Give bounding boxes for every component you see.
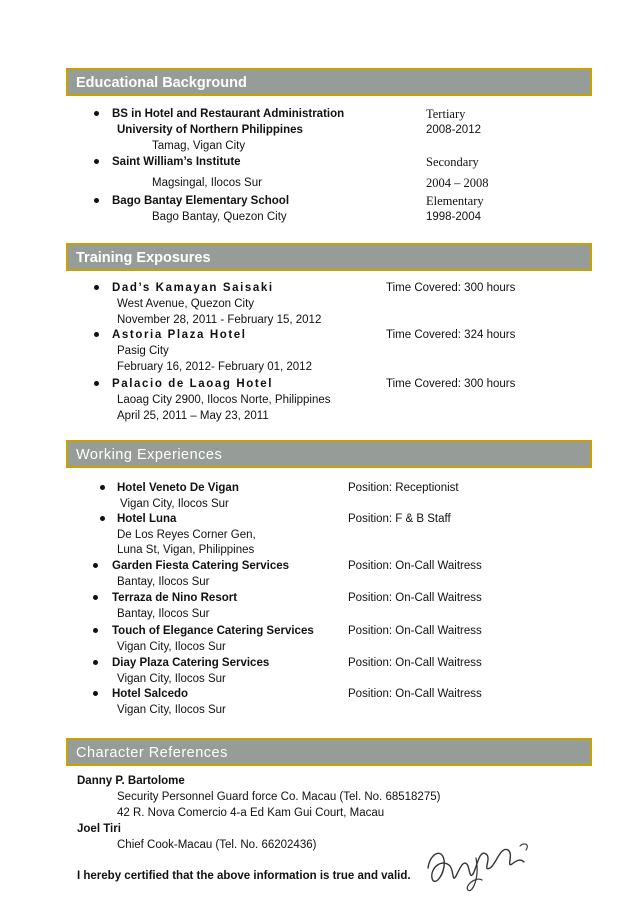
reference-detail: 42 R. Nova Comercio 4-a Ed Kam Gui Court, Macau (117, 807, 385, 819)
bullet (94, 381, 99, 386)
education-item-name: Saint William’s Institute (112, 156, 241, 168)
training-item-name: Palacio de Laoag Hotel (112, 378, 274, 390)
work-item-position: Position: On-Call Waitress (348, 688, 482, 700)
education-item-level: Secondary (426, 155, 479, 169)
work-item-name: Touch of Elegance Catering Services (112, 625, 314, 637)
training-item-dates: November 28, 2011 - February 15, 2012 (117, 314, 322, 326)
work-item-address: Bantay, Ilocos Sur (117, 608, 210, 620)
work-item-address: Vigan City, Ilocos Sur (117, 704, 226, 716)
education-item-location: Bago Bantay, Quezon City (152, 211, 287, 223)
references-header (66, 738, 592, 766)
training-item-address: West Avenue, Quezon City (117, 298, 255, 310)
education-item-years: 2004 – 2008 (426, 176, 489, 190)
training-item-address: Laoag City 2900, Ilocos Norte, Philippines (117, 394, 331, 406)
bullet (94, 332, 99, 337)
certification-statement: I hereby certified that the above information is true and valid. (77, 870, 411, 882)
work-item-position: Position: On-Call Waitress (348, 592, 482, 604)
bullet (94, 198, 99, 203)
reference-name: Danny P. Bartolome (77, 775, 185, 787)
education-item-name: Bago Bantay Elementary School (112, 195, 290, 207)
work-item-address: Vigan City, Ilocos Sur (120, 498, 229, 510)
training-header (66, 243, 592, 271)
work-item-position: Position: Receptionist (348, 482, 459, 494)
training-title: Training Exposures (76, 250, 211, 266)
training-item-time: Time Covered: 300 hours (386, 282, 516, 294)
bullet (94, 159, 99, 164)
work-item-name: Diay Plaza Catering Services (112, 657, 270, 669)
signature-image (420, 828, 535, 898)
work-item-position: Position: On-Call Waitress (348, 657, 482, 669)
work-item-address: Luna St, Vigan, Philippines (117, 544, 255, 556)
bullet (93, 691, 98, 696)
education-title: Educational Background (76, 75, 247, 91)
bullet (94, 285, 99, 290)
training-item-address: Pasig City (117, 345, 169, 357)
education-item-years: 1998-2004 (426, 211, 481, 223)
reference-detail: Chief Cook-Macau (Tel. No. 66202436) (117, 839, 317, 851)
training-item-name: Dad’s Kamayan Saisaki (112, 282, 274, 294)
bullet (100, 485, 105, 490)
education-item-location: Magsingal, Ilocos Sur (152, 177, 262, 189)
training-item-name: Astoria Plaza Hotel (112, 329, 247, 341)
education-item-name: BS in Hotel and Restaurant Administration (112, 108, 345, 120)
bullet (93, 595, 98, 600)
education-item-level: Tertiary (426, 107, 466, 121)
education-item-school: University of Northern Philippines (117, 124, 303, 136)
work-item-name: Hotel Luna (117, 513, 177, 525)
work-item-position: Position: On-Call Waitress (348, 625, 482, 637)
reference-detail: Security Personnel Guard force Co. Macau (Tel. No. 68518275) (117, 791, 441, 803)
education-item-location: Tamag, Vigan City (152, 140, 246, 152)
work-item-name: Terraza de Nino Resort (112, 592, 238, 604)
work-item-name: Garden Fiesta Catering Services (112, 560, 290, 572)
work-item-address: Bantay, Ilocos Sur (117, 576, 210, 588)
work-item-address: Vigan City, Ilocos Sur (117, 641, 226, 653)
bullet (93, 563, 98, 568)
bullet (100, 516, 105, 521)
work-item-name: Hotel Veneto De Vigan (117, 482, 239, 494)
bullet (93, 660, 98, 665)
training-item-time: Time Covered: 324 hours (386, 329, 516, 341)
references-title: Character References (76, 745, 228, 761)
training-item-time: Time Covered: 300 hours (386, 378, 516, 390)
reference-name: Joel Tiri (77, 823, 121, 835)
education-item-level: Elementary (426, 194, 484, 208)
bullet (93, 628, 98, 633)
work-item-name: Hotel Salcedo (112, 688, 189, 700)
education-item-years: 2008-2012 (426, 124, 481, 136)
work-item-address: Vigan City, Ilocos Sur (117, 673, 226, 685)
training-item-dates: February 16, 2012- February 01, 2012 (117, 361, 312, 373)
training-item-dates: April 25, 2011 – May 23, 2011 (117, 410, 269, 422)
work-title: Working Experiences (76, 447, 223, 463)
bullet (94, 111, 99, 116)
work-item-position: Position: On-Call Waitress (348, 560, 482, 572)
work-header (66, 440, 592, 468)
work-item-address: De Los Reyes Corner Gen, (117, 529, 256, 541)
education-header (66, 68, 592, 96)
work-item-position: Position: F & B Staff (348, 513, 451, 525)
